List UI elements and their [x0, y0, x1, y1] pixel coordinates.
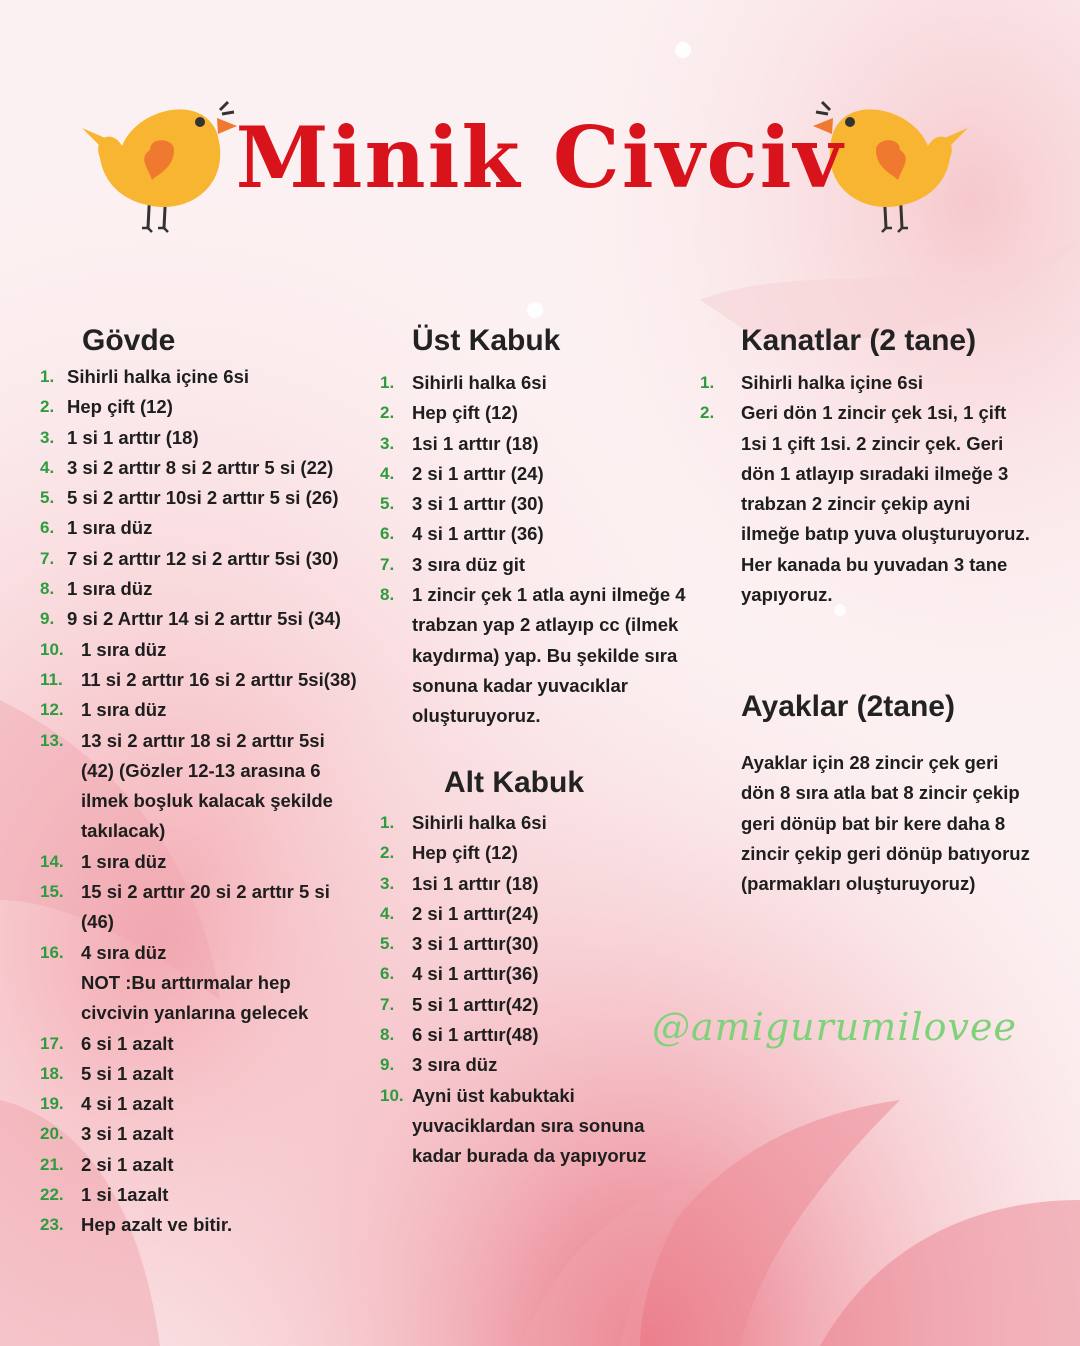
step-number: 3.: [40, 427, 55, 447]
step-text: 1 sıra düz: [81, 850, 167, 872]
step-text: 3 sıra düz git: [412, 553, 526, 575]
step-number: 8.: [380, 1025, 395, 1045]
step-text: 15 si 2 arttır 20 si 2 arttır 5 si (46): [81, 881, 330, 933]
step-number: 3.: [380, 873, 395, 893]
step-number: 6.: [380, 964, 395, 984]
step-text: 9 si 2 Arttır 14 si 2 arttır 5si (34): [67, 608, 341, 630]
step-item: [380, 368, 690, 398]
step-item: [380, 808, 690, 838]
step-item: [380, 959, 690, 989]
step-text: 13 si 2 arttır 18 si 2 arttır 5si (42) (Gözler 12-13 arasına 6 ilmek boşluk kalacak şekilde takılacak): [81, 729, 333, 842]
step-text: 4 sıra düz: [81, 941, 167, 963]
step-number: 19.: [40, 1094, 64, 1114]
step-item: [40, 1150, 360, 1180]
step-number: 2.: [700, 403, 715, 423]
step-number: 9.: [380, 1055, 395, 1075]
govde-section: [40, 324, 360, 1241]
step-text: 7 si 2 arttır 12 si 2 arttır 5si (30): [67, 547, 339, 569]
step-item: [40, 423, 360, 453]
step-item: [40, 544, 360, 574]
step-item: [380, 990, 690, 1020]
step-number: 20.: [40, 1124, 64, 1144]
step-number: 12.: [40, 700, 64, 720]
step-item: [40, 604, 360, 634]
step-item: [380, 398, 690, 428]
step-text: NOT :Bu arttırmalar hep civcivin yanlarına gelecek: [81, 971, 309, 1024]
step-item: [380, 899, 690, 929]
step-item: [40, 635, 360, 665]
step-text: 3 sıra düz: [412, 1054, 498, 1076]
step-text: 5 si 1 azalt: [81, 1062, 174, 1084]
step-item: [700, 368, 1030, 398]
kanatlar-heading: Kanatlar (2 tane): [741, 324, 977, 357]
step-text: 5 si 2 arttır 10si 2 arttır 5 si (26): [67, 487, 339, 509]
step-number: 21.: [40, 1154, 64, 1174]
step-number: 15.: [40, 882, 64, 902]
step-text: 1 sıra düz: [81, 638, 167, 660]
step-text: 3 si 1 azalt: [81, 1123, 174, 1145]
step-item: [40, 483, 360, 513]
step-number: 16.: [40, 942, 64, 962]
step-item: [40, 392, 360, 422]
step-number: 8.: [380, 585, 395, 605]
step-number: 17.: [40, 1033, 64, 1053]
step-text: Hep çift (12): [67, 396, 173, 418]
step-text: 1si 1 arttır (18): [412, 432, 539, 454]
step-text: 1 si 1azalt: [81, 1184, 169, 1206]
step-text: Sihirli halka 6si: [412, 372, 547, 393]
step-item: [380, 869, 690, 899]
step-number: 7.: [380, 994, 395, 1014]
step-number: 23.: [40, 1215, 64, 1235]
govde-heading: Gövde: [82, 324, 176, 357]
step-number: 1.: [380, 813, 395, 832]
step-text: 6 si 1 azalt: [81, 1032, 174, 1054]
step-item: [380, 519, 690, 549]
step-item: [40, 726, 360, 847]
step-number: 1.: [380, 373, 395, 392]
step-item: [380, 580, 690, 731]
step-item: [40, 877, 360, 938]
step-text: 1si 1 arttır (18): [412, 872, 539, 894]
step-number: 7.: [40, 548, 55, 568]
page-title: Minik Civciv: [235, 108, 845, 207]
step-item: [40, 1089, 360, 1119]
step-item: [40, 513, 360, 543]
step-number: 5.: [380, 934, 395, 954]
step-text: 1 sıra düz: [81, 699, 167, 721]
step-number: 22.: [40, 1185, 64, 1205]
step-item: [380, 838, 690, 868]
step-text: 3 si 1 arttır (30): [412, 493, 544, 515]
step-number: 10.: [380, 1085, 404, 1105]
step-number: 4.: [380, 903, 395, 923]
step-number: 9.: [40, 609, 55, 629]
step-text: Geri dön 1 zincir çek 1si, 1 çift 1si 1 çift 1si. 2 zincir çek. Geri dön 1 atlayıp sıradaki ilmeğe 3 trabzan 2 zincir çekip ayni ilmeğe batıp yuva oluşturuyoruz. Her kanada bu yuvadan 3 tane yapıyoruz.: [741, 402, 1030, 606]
step-number: 5.: [380, 494, 395, 514]
step-number: 2.: [380, 843, 395, 863]
step-item: [40, 1059, 360, 1089]
step-text: 2 si 1 arttır (24): [412, 462, 544, 484]
step-text: 1 sıra düz: [67, 517, 153, 539]
step-number: 4.: [380, 463, 395, 483]
step-item: [40, 968, 360, 1029]
step-number: 2.: [380, 403, 395, 423]
step-text: 5 si 1 arttır(42): [412, 993, 539, 1015]
step-text: Ayni üst kabuktaki yuvaciklardan sıra sonuna kadar burada da yapıyoruz: [412, 1084, 647, 1167]
step-item: [700, 398, 1030, 610]
step-number: 14.: [40, 851, 64, 871]
step-number: 7.: [380, 554, 395, 574]
step-text: Sihirli halka 6si: [412, 812, 547, 833]
step-item: [40, 574, 360, 604]
step-number: 1.: [700, 373, 715, 392]
step-text: 4 si 1 azalt: [81, 1093, 174, 1115]
step-number: 11.: [40, 669, 63, 689]
step-item: [40, 453, 360, 483]
step-item: [40, 847, 360, 877]
step-text: 3 si 1 arttır(30): [412, 933, 539, 955]
step-text: Hep çift (12): [412, 842, 518, 864]
step-number: 2.: [40, 397, 55, 417]
step-number: 6.: [380, 524, 395, 544]
alt-kabuk-steps-list: [380, 808, 690, 1172]
step-text: 1 zincir çek 1 atla ayni ilmeğe 4 trabzan yap 2 atlayıp cc (ilmek kaydırma) yap. Bu şekilde sıra sonuna kadar yuvacıklar oluşturuyoruz.: [412, 584, 686, 727]
ust-kabuk-section: [380, 324, 690, 732]
ust-kabuk-heading: Üst Kabuk: [412, 324, 561, 357]
kanatlar-steps-list: [700, 368, 1030, 610]
step-number: 6.: [40, 518, 55, 538]
step-number: 1.: [40, 367, 55, 386]
step-item: [40, 1210, 360, 1240]
step-item: [40, 1029, 360, 1059]
step-text: 11 si 2 arttır 16 si 2 arttır 5si(38): [81, 668, 357, 690]
step-text: 2 si 1 azalt: [81, 1153, 174, 1175]
alt-kabuk-heading: Alt Kabuk: [444, 766, 585, 799]
kanatlar-section: [700, 324, 1030, 610]
alt-kabuk-section: [380, 766, 690, 1172]
step-text: 1 sıra düz: [67, 578, 153, 600]
ayaklar-heading: Ayaklar (2tane): [741, 690, 955, 723]
step-number: 13.: [40, 730, 64, 750]
step-text: 4 si 1 arttır(36): [412, 963, 539, 985]
step-item: [380, 429, 690, 459]
step-text: 3 si 2 arttır 8 si 2 arttır 5 si (22): [67, 456, 334, 478]
ust-kabuk-steps-list: [380, 368, 690, 732]
step-item: [40, 938, 360, 968]
step-item: [380, 1081, 690, 1172]
step-number: 8.: [40, 579, 55, 599]
step-item: [40, 695, 360, 725]
step-item: [380, 1020, 690, 1050]
step-item: [40, 1180, 360, 1210]
step-text: Hep azalt ve bitir.: [81, 1214, 233, 1236]
step-item: [380, 1050, 690, 1080]
step-item: [40, 665, 360, 695]
step-item: [380, 459, 690, 489]
step-text: Hep çift (12): [412, 402, 518, 424]
step-item: [40, 362, 360, 392]
ayaklar-instructions: Ayaklar için 28 zincir çek geri dön 8 sıra atla bat 8 zincir çekip geri dönüp bat bir kere daha 8 zincir çekip geri dönüp batıyoruz (parmakları oluşturuyoruz): [741, 752, 1030, 895]
step-number: 4.: [40, 457, 55, 477]
step-text: 2 si 1 arttır(24): [412, 902, 539, 924]
ayaklar-section: [741, 690, 1031, 899]
step-text: Sihirli halka içine 6si: [67, 366, 250, 387]
step-text: 6 si 1 arttır(48): [412, 1024, 539, 1046]
step-number: 10.: [40, 639, 64, 659]
step-item: [380, 489, 690, 519]
step-number: 18.: [40, 1063, 64, 1083]
step-number: 5.: [40, 488, 55, 508]
step-item: [380, 550, 690, 580]
instagram-handle: @amigurumilovee: [652, 1005, 1017, 1049]
step-text: 1 si 1 arttır (18): [67, 426, 199, 448]
step-text: Sihirli halka içine 6si: [741, 372, 924, 393]
step-item: [40, 1119, 360, 1149]
step-text: 4 si 1 arttır (36): [412, 523, 544, 545]
step-number: 3.: [380, 433, 395, 453]
govde-steps-list: [40, 362, 360, 1241]
step-item: [380, 929, 690, 959]
